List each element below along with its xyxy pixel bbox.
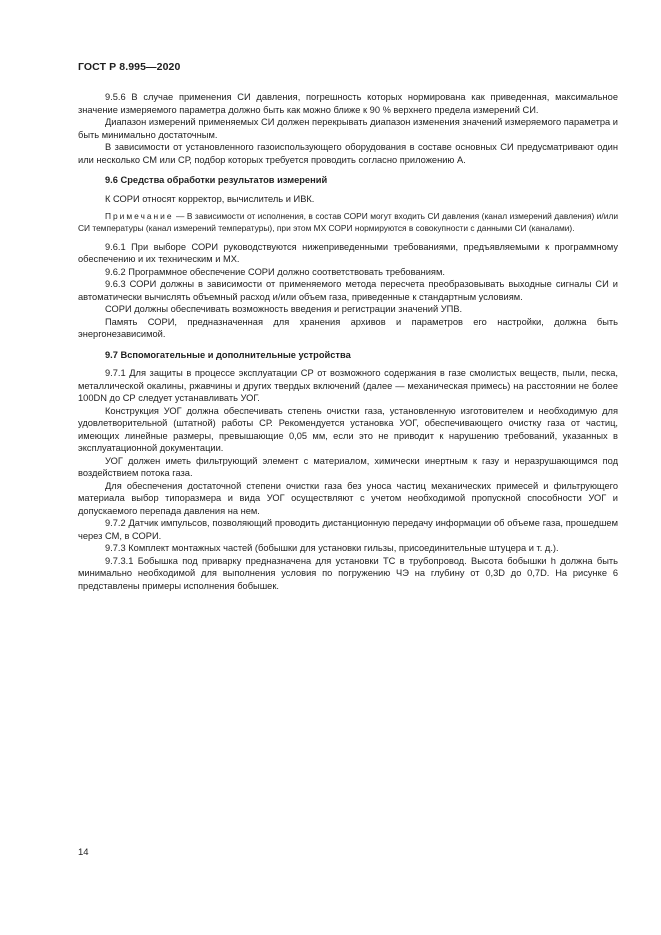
paragraph-9-6-3: 9.6.3 СОРИ должны в зависимости от применяемого метода пересчета преобразовывать выходные сигналы СИ и автоматически вычислять объемный расход и/или объем газа, приведенные к стандартным условиям. [78,279,618,302]
paragraph-memory: Память СОРИ, предназначенная для хранения архивов и параметров его настройки, должна быть энергонезависимой. [78,316,618,340]
paragraph-range: Диапазон измерений применяемых СИ должен перекрывать диапазон изменения значений измеряемого параметра и быть минимально достаточным. [78,117,618,140]
document-header: ГОСТ Р 8.995—2020 [78,61,181,73]
paragraph-9-7-3-1: 9.7.3.1 Бобышка под приварку предназначена для установки ТС в трубопровод. Высота бобышки h должна быть минимально необходимой для выполнения условия по погружению ЧЭ на глубину от 0,3D до 0,7D. На рисунке 6 представлены примеры исполнения бобышек. [78,555,618,591]
paragraph-uog-selection: Для обеспечения достаточной степени очистки газа без уноса частиц механических примесей и фильтрующего материала выбор типоразмера и вида УОГ осуществляют с учетом необходимой пропускной способности УОГ и допускаемого перепада давления на нем. [78,480,618,516]
paragraph-equipment: В зависимости от установленного газоиспользующего оборудования в составе основных СИ предусматривают один или несколько СМ или СР, подбор которых требуется проводить согласно приложению А. [78,142,618,165]
section-heading-9-6: 9.6 Средства обработки результатов измерений [105,175,328,185]
paragraph-9-6-2: 9.6.2 Программное обеспечение СОРИ должно соответствовать требованиям. [105,266,445,277]
note-label: Примечание [105,211,174,221]
paragraph-9-7-1: 9.7.1 Для защиты в процессе эксплуатации СР от возможного содержания в газе смолистых веществ, пыли, песка, металлической окалины, ржавчины и других твердых включений (далее — механическая примесь) на расстоянии не более 100DN до СР следует устанавливать УОГ. [78,368,618,404]
paragraph-uog-design: Конструкция УОГ должна обеспечивать степень очистки газа, установленную изготовителем и необходимую для удовлетворительной (штатной) работы СР. Рекомендуется установка УОГ, обеспечивающего очистку газа от частиц, имеющих линейные размеры, превышающие 0,05 мм, если это не приводит к нарушению требований, указанных в эксплуатационной документации. [78,405,618,454]
paragraph-upv: СОРИ должны обеспечивать возможность введения и регистрации значений УПВ. [105,304,463,315]
note-text: — В зависимости от исполнения, в состав СОРИ могут входить СИ давления (канал измерений давления) и/или СИ температуры (канал измерений температуры), при этом МХ СОРИ нормируются в совокупности с данными СИ (каналами). [78,211,619,233]
paragraph-9-5-6: 9.5.6 В случае применения СИ давления, погрешность которых нормирована как приведенная, максимальное значение измеряемого параметра должно быть как можно ближе к 90 % верхнего предела измерений СИ. [78,92,618,115]
paragraph-sori-intro: К СОРИ относят корректор, вычислитель и ИВК. [105,193,315,204]
paragraph-9-7-3: 9.7.3 Комплект монтажных частей (бобышки для установки гильзы, присоединительные штуцера и т. д.). [105,543,559,554]
paragraph-9-6-1: 9.6.1 При выборе СОРИ руководствуются нижеприведенными требованиями, предъявляемыми к программному обеспечению и их техническим и МХ. [78,241,618,265]
paragraph-9-7-2: 9.7.2 Датчик импульсов, позволяющий проводить дистанционную передачу информации об объеме газа, прошедшем через СМ, в СОРИ. [78,518,618,541]
note-block [78,211,618,235]
paragraph-uog-filter: УОГ должен иметь фильтрующий элемент с материалом, химически инертным к газу и неразрушающимся под воздействием потока газа. [78,455,618,479]
document-body [78,91,618,592]
section-heading-9-7: 9.7 Вспомогательные и дополнительные устройства [105,349,351,360]
page-number: 14 [78,847,89,858]
